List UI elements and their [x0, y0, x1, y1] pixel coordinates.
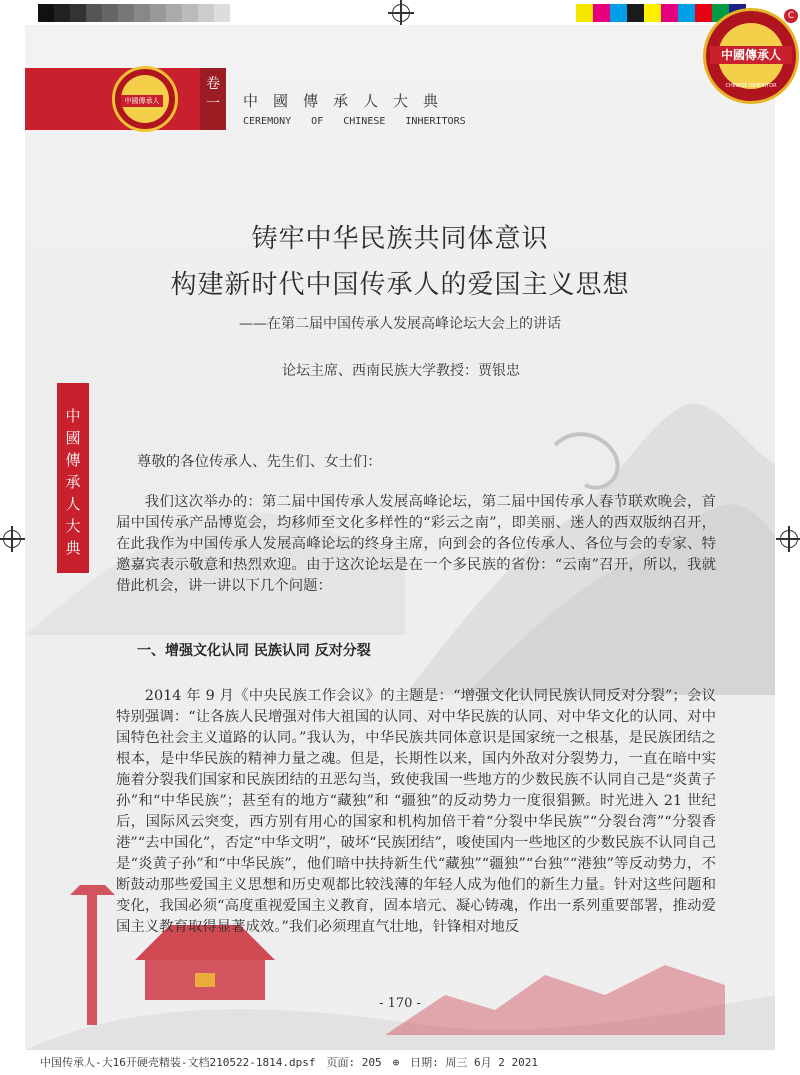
brand-logo [703, 8, 799, 104]
page-number: - 170 - [379, 996, 421, 1011]
logo-text: 中國傳承人 [710, 46, 792, 64]
article-subtitle: ——在第二届中国传承人发展高峰论坛大会上的讲话 [239, 316, 561, 332]
article-author: 论坛主席、西南民族大学教授：贾银忠 [282, 363, 520, 379]
paragraph: 2014 年 9 月《中央民族工作会议》的主题是：“增强文化认同民族认同反对分裂”；会议特别强调：“让各族人民增强对伟大祖国的认同、对中华民族的认同、对中华文化的认同、对中国特色社会主义道路的认同。”我认为，中华民族共同体意识是国家统一之根基，是民族团结之根本，是中华民族的精神力量之魂。但是，长期性以来，国内外敌对分裂势力，一直在暗中实施着分裂我们国家和民族团结的丑恶勾当，致使我国一些地方的少数民族不认同自己是“炎黄子孙”和“中华民族”；甚至有的地方“藏独”和 “疆独”的反动势力一度很猖獗。时光进入 21 世纪后，国际风云突变，西方别有用心的国家和机构加倍干着“分裂中华民族”“分裂台湾”“分裂香港”“去中国化”，否定“中华文明”，破坏“民族团结”，唆使国内一些地区的少数民族不认同自己是“炎黄子孙”和“中华民族”，他们暗中扶持新生代“藏独”“疆独”“台独”“港独”等反动势力，不断鼓动那些爱国主义思想和历史观都比较浅薄的年轻人成为他们的新生力量。针对这些问题和变化，我国必须“高度重视爱国主义教育，固本培元、凝心铸魂，作出一系列重要部署，推动爱国主义教育取得显著成效。”我们必须理直气壮地，针锋相对地反 [116, 688, 716, 935]
print-slug-footer: 中国传承人-大16开硬壳精装-文档210522-1814.dpsf 页面: 205 ⊕ 日期: 周三 6月 2 2021 [40, 1056, 539, 1069]
book-title-cn: 中國傳承人大典 [243, 92, 454, 110]
book-title-en: CEREMONY OF CHINESE INHERITORS [243, 116, 466, 127]
volume-label: 卷一 [200, 68, 226, 130]
side-book-tag [57, 383, 89, 573]
article-title-line2: 构建新时代中国传承人的爱国主义思想 [170, 270, 630, 300]
side-book-tag-text: 中國傳承人大典 [65, 407, 81, 557]
grayscale-calibration-bar [38, 4, 230, 22]
registration-mark-icon [780, 530, 798, 548]
salutation: 尊敬的各位传承人、先生们、女士们： [137, 454, 382, 470]
article-title-line1: 铸牢中华民族共同体意识 [251, 224, 549, 254]
copyright-mark-icon: C [784, 9, 798, 23]
registration-mark-icon [3, 530, 21, 548]
paragraph: 我们这次举办的：第二届中国传承人发展高峰论坛，第二届中国传承人春节联欢晚会，首届中国传承产品博览会，均移师至文化多样性的“彩云之南”，即美丽、迷人的西双版纳召开，在此我作为中国传承人发展高峰论坛的终身主席，向到会的各位传承人、各位与会的专家、特邀嘉宾表示敬意和热烈欢迎。由于这次论坛是在一个多民族的省份：“云南”召开，所以，我就借此机会，讲一讲以下几个问题： [116, 494, 716, 594]
section-heading: 一、增强文化认同 民族认同 反对分裂 [137, 643, 371, 659]
logo-english: CHINESE INHERITOR [725, 83, 777, 89]
registration-mark-icon [392, 4, 410, 22]
brand-logo-small: 中國傳承人 [112, 66, 178, 132]
